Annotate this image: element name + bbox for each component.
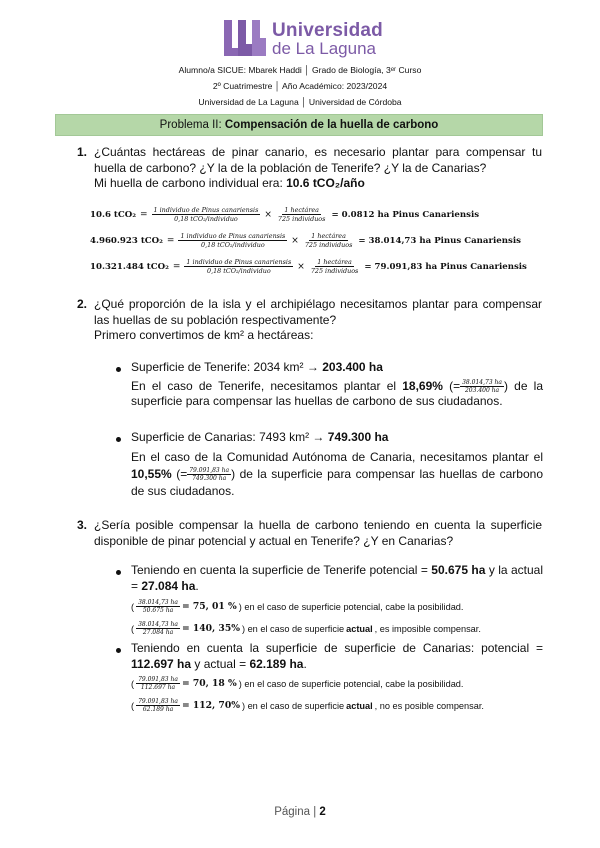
- equation-2-result: = 38.014,73 ha Pinus Canariensis: [358, 235, 521, 246]
- canarias-potential-result: ( $\frac{79.091,83 ha}{112.697 ha}$ = 70, 18 % ) en el caso de superficie potencial, cabe la posibilidad.: [131, 676, 464, 691]
- equation-3-frac1: $\frac{\text{1 individuo de Pinus canariensis}}{\text{0,18 tCO₂/individuo}}$: [186, 258, 292, 275]
- canarias-actual-result: ( $\frac{79.091,83 ha}{62.189 ha}$ = 112, 70% ) en el caso de superficie actual , no es posible compensar.: [131, 698, 484, 713]
- equation-3-result: = 79.091,83 ha Pinus Canariensis: [364, 261, 527, 272]
- canarias-surface-value: 749.300 ha: [327, 430, 389, 444]
- equation-2-lhs: 4.960.923 tCO₂: [90, 235, 163, 246]
- tenerife-actual-result: ( $\frac{38.014,73 ha}{27.084 ha}$ = 140, 35% ) en el caso de superficie actual , es imposible compensar.: [131, 621, 481, 636]
- equation-3-lhs: 10.321.484 tCO₂: [90, 261, 169, 272]
- question-1-note-value: 10.6 tCO₂/año: [286, 176, 365, 190]
- equation-2-frac2: $\frac{\text{1 hectárea}}{\text{725 individuos}}$: [304, 232, 353, 249]
- logo-text-line1: Universidad: [272, 20, 383, 41]
- canarias-surface-prefix: Superficie de Canarias: 7493 km² →: [131, 430, 328, 444]
- equation-1-frac2: $\frac{\text{1 hectárea}}{\text{725 individuos}}$: [277, 206, 326, 223]
- question-2-number: 2.: [77, 297, 88, 311]
- equation-1-frac1: $\frac{\text{1 individuo de Pinus canariensis}}{\text{0,18 tCO₂/individuo}}$: [153, 206, 259, 223]
- page-footer: [0, 806, 600, 818]
- canarias-proportion-pct: 10,55%: [131, 466, 172, 481]
- page-label: Página |: [274, 806, 320, 818]
- banner-title: Compensación de la huella de carbono: [224, 119, 439, 131]
- tenerife-proportion-text: En el caso de Tenerife, necesitamos plantar el 18,69% (= $\frac{38.014,73 ha}{203.400 ha}$ ) de la superficie para compensar las huellas de carbono de sus ciudadanos.: [131, 378, 543, 408]
- bullet-dot: [116, 570, 121, 575]
- canarias-proportion-text: En el caso de la Comunidad Autónoma de Canaria, necesitamos plantar el 10,55% (= $\frac{79.091,83 ha}{749.300 ha}$ ) de la superficie para compensar las huellas de carbono de sus ciudadanos.: [131, 449, 543, 498]
- page-number: 2: [319, 806, 326, 818]
- bullet-dot: [116, 367, 121, 372]
- header-student-info: Alumno/a SICUE: Mbarek Haddi │ Grado de Biología, 3ᵉʳ Curso: [178, 65, 422, 75]
- bullet-canarias: [131, 430, 543, 500]
- question-1-note: [94, 176, 365, 192]
- equation-1-lhs: 10.6 tCO₂: [90, 209, 136, 220]
- question-1-text: ¿Cuántas hectáreas de pinar canario, es necesario plantar para compensar tu huella de carbono? ¿Y la de la población de Tenerife? ¿Y la de Canarias?: [94, 145, 542, 175]
- question-1-number: 1.: [77, 145, 88, 159]
- equation-3-frac2: $\frac{\text{1 hectárea}}{\text{725 individuos}}$: [310, 258, 359, 275]
- equation-1: 10.6 tCO₂ = $\frac{\text{1 individuo de Pinus canariensis}}{\text{0,18 tCO₂/individuo}}$ × $\frac{\text{1 hectárea}}{\text{725 individuos}}$ = 0.0812 ha Pinus Canariensis: [90, 206, 480, 223]
- tenerife-proportion-pct: 18,69%: [402, 378, 443, 393]
- header-universities: Universidad de La Laguna │ Universidad de Córdoba: [198, 97, 402, 107]
- tenerife-surface-prefix: Superficie de Tenerife: 2034 km² →: [131, 360, 323, 374]
- tenerife-surface-value: 203.400 ha: [322, 360, 383, 374]
- equation-3: 10.321.484 tCO₂ = $\frac{\text{1 individuo de Pinus canariensis}}{\text{0,18 tCO₂/individuo}}$ × $\frac{\text{1 hectárea}}{\text{725 individuos}}$ = 79.091,83 ha Pinus Canariensis: [90, 258, 527, 275]
- tenerife-proportion-fraction: $\frac{38.014,73 ha}{203.400 ha}$: [462, 378, 502, 394]
- tenerife-potential-result: ( $\frac{38.014,73 ha}{50.675 ha}$ = 75, 01 % ) en el caso de superficie potencial, cabe la posibilidad.: [131, 599, 464, 614]
- question-3-text: ¿Sería posible compensar la huella de carbono teniendo en cuenta la superficie disponible de pinar potencial y actual en Tenerife? ¿Y en Canarias?: [94, 518, 542, 548]
- bullet-dot: [116, 437, 121, 442]
- header-academic-year: 2º Cuatrimestre │ Año Académico: 2023/2024: [212, 81, 388, 91]
- bullet-tenerife-surface: Teniendo en cuenta la superficie de Tenerife potencial = 50.675 ha y la actual = 27.084 ha.: [131, 563, 543, 593]
- banner-prefix: Problema II:: [159, 119, 225, 131]
- problem-banner: [55, 114, 543, 136]
- equation-2: 4.960.923 tCO₂ = $\frac{\text{1 individuo de Pinus canariensis}}{\text{0,18 tCO₂/individuo}}$ × $\frac{\text{1 hectárea}}{\text{725 individuos}}$ = 38.014,73 ha Pinus Canariensis: [90, 232, 521, 249]
- equation-2-frac1: $\frac{\text{1 individuo de Pinus canariensis}}{\text{0,18 tCO₂/individuo}}$: [180, 232, 286, 249]
- question-2-note: Primero convertimos de km² a hectáreas:: [94, 328, 314, 342]
- bullet-dot: [116, 648, 121, 653]
- question-1-note-prefix: Mi huella de carbono individual era:: [94, 176, 287, 190]
- logo-text-line2: de La Laguna: [272, 39, 376, 58]
- question-2-text: ¿Qué proporción de la isla y el archipiélago necesitamos plantar para compensar las huellas de su población respectivamente?: [94, 297, 542, 327]
- question-3-number: 3.: [77, 518, 88, 532]
- canarias-proportion-fraction: $\frac{79.091,83 ha}{749.300 ha}$: [189, 466, 230, 482]
- university-logo: [222, 18, 382, 58]
- bullet-canarias-surface: Teniendo en cuenta la superficie de superficie de Canarias: potencial = 112.697 ha y actual = 62.189 ha.: [131, 641, 543, 671]
- university-logo-mark-icon: [222, 18, 266, 58]
- equation-1-result: = 0.0812 ha Pinus Canariensis: [331, 209, 480, 220]
- bullet-tenerife: [131, 360, 543, 410]
